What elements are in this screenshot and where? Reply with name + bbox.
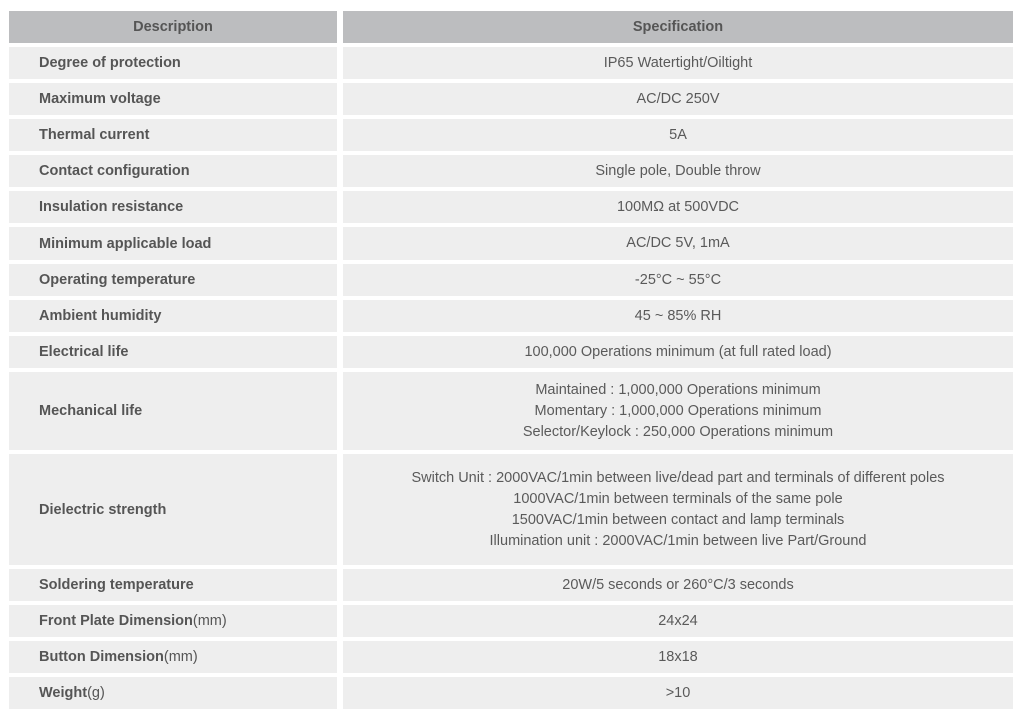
table-row: [9, 119, 1013, 151]
value-line: 5A: [669, 126, 687, 143]
spec-table: [9, 11, 1013, 713]
value-line: IP65 Watertight/Oiltight: [603, 54, 753, 71]
row-label: [9, 300, 337, 332]
row-value: [343, 372, 1013, 450]
value-line: 1500VAC/1min between contact and lamp terminals: [511, 511, 845, 528]
label-text: Front Plate Dimension: [39, 613, 193, 629]
row-label: [9, 336, 337, 368]
table-row: [9, 641, 1013, 673]
row-value: [343, 264, 1013, 296]
row-value: [343, 155, 1013, 187]
value-line: AC/DC 5V, 1mA: [626, 235, 730, 251]
table-row: [9, 300, 1013, 332]
row-label: [9, 454, 337, 565]
row-label: [9, 155, 337, 187]
table-body: [9, 47, 1013, 709]
label-text: Operating temperature: [39, 272, 196, 288]
label-text: Button Dimension: [39, 649, 164, 665]
label-unit: (mm): [163, 649, 198, 665]
label-unit: (mm): [192, 613, 227, 629]
label-text: Minimum applicable load: [39, 235, 212, 252]
table-row: [9, 372, 1013, 450]
table-row: [9, 569, 1013, 601]
row-label: [9, 83, 337, 115]
row-value: [343, 191, 1013, 223]
value-line: Maintained : 1,000,000 Operations minimum: [535, 381, 821, 398]
label-unit: (g): [87, 685, 105, 701]
row-label: [9, 372, 337, 450]
label-text: Maximum voltage: [39, 91, 161, 107]
label-text: Insulation resistance: [39, 199, 184, 215]
value-line: 45 ~ 85% RH: [634, 307, 722, 324]
table-row: [9, 227, 1013, 260]
label-text: Soldering temperature: [39, 577, 194, 593]
label-text: Contact configuration: [39, 163, 190, 179]
value-line: Switch Unit : 2000VAC/1min between live/dead part and terminals of different poles: [411, 469, 945, 486]
row-value: [343, 569, 1013, 601]
row-value: [343, 227, 1013, 260]
value-line: Illumination unit : 2000VAC/1min between live Part/Ground: [489, 532, 867, 549]
row-value: [343, 641, 1013, 673]
label-text: Weight: [39, 685, 88, 701]
label-text: Electrical life: [39, 344, 129, 360]
value-line: Selector/Keylock : 250,000 Operations minimum: [522, 423, 834, 440]
table-row: [9, 605, 1013, 637]
value-line: 100MΩ at 500VDC: [616, 198, 740, 215]
value-line: 24x24: [658, 612, 698, 629]
value-line: Single pole, Double throw: [595, 162, 761, 179]
header-description: Description: [9, 11, 337, 43]
table-row: [9, 191, 1013, 223]
row-label: [9, 47, 337, 79]
table-row: [9, 83, 1013, 115]
row-label: [9, 227, 337, 260]
value-line: 100,000 Operations minimum (at full rated load): [524, 343, 832, 360]
label-text: Thermal current: [39, 127, 150, 143]
table-row: [9, 454, 1013, 565]
label-text: Dielectric strength: [39, 501, 167, 518]
row-value: [343, 83, 1013, 115]
value-line: Momentary : 1,000,000 Operations minimum: [534, 402, 822, 419]
table-header: [9, 11, 1013, 43]
row-value: [343, 300, 1013, 332]
value-line: 20W/5 seconds or 260°C/3 seconds: [562, 576, 794, 593]
value-line: 18x18: [658, 648, 698, 665]
row-value: [343, 677, 1013, 709]
row-value: [343, 454, 1013, 565]
table-row: [9, 155, 1013, 187]
row-label: [9, 569, 337, 601]
table-row: [9, 336, 1013, 368]
row-value: [343, 336, 1013, 368]
header-specification: Specification: [343, 11, 1013, 43]
row-value: [343, 605, 1013, 637]
row-label: [9, 191, 337, 223]
value-line: AC/DC 250V: [636, 90, 720, 107]
table-row: [9, 677, 1013, 709]
value-line: 1000VAC/1min between terminals of the same pole: [513, 490, 843, 507]
label-text: Ambient humidity: [39, 308, 162, 324]
table-row: [9, 47, 1013, 79]
value-line: -25°C ~ 55°C: [634, 271, 722, 288]
row-label: [9, 605, 337, 637]
label-text: Mechanical life: [39, 403, 143, 419]
row-value: [343, 47, 1013, 79]
value-line: >10: [665, 684, 691, 701]
row-label: [9, 264, 337, 296]
row-label: [9, 119, 337, 151]
label-text: Degree of protection: [39, 55, 181, 71]
row-label: [9, 641, 337, 673]
table-row: [9, 264, 1013, 296]
row-label: [9, 677, 337, 709]
row-value: [343, 119, 1013, 151]
